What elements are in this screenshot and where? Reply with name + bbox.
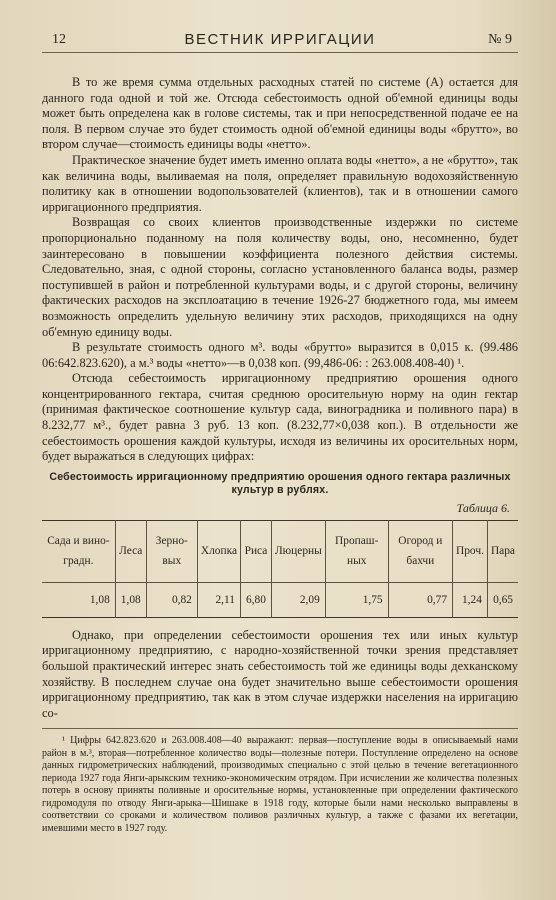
column-header: Проч. <box>453 520 488 582</box>
footnote: ¹ Цифры 642.823.620 и 263.008.408—40 выражают: первая—поступление воды в описываемый нами район в м.³, вторая—потребленное количество воды—полезные потери. Поступление определено на основе данных гидрометрических наблюдений, производимых специально с этой целью в течение вегетационного периода 1927 года Янги-арыкским технико-экономическим отрядом. При исчислении же количества полезных потерь в основу приняты поливные и оросительные нормы, установленные при определении фактического гидромодуля по отводу Янги-арыка—Шишаке в 1918 году, которые были нами несколько выправлены в соответствии со сроками и количеством поливов различных культур, а также с фазами их вегетации, имевшими место в 1927 году. <box>42 728 518 835</box>
paragraph: В результате стоимость одного м³. воды «брутто» выразится в 0,015 к. (99.486 06:642.823.620), а м.³ воды «нетто»—в 0,038 коп. (99,486-06: : 263.008.408-40) ¹. <box>42 340 518 370</box>
table-row <box>42 582 518 617</box>
column-header: Пара <box>487 520 518 582</box>
table-header-row <box>42 520 518 582</box>
table-caption-line: культур в рублях. <box>231 484 329 497</box>
table-cell: 1,75 <box>325 582 388 617</box>
column-header: Сада и вино- градн. <box>42 520 115 582</box>
page-number: 12 <box>52 32 66 47</box>
column-header: Леса <box>115 520 146 582</box>
table-caption-line: Себестоимость ирригационному предприятию орошения одного гектара различных <box>49 470 511 483</box>
paragraph: Возвращая со своих клиентов производственные издержки по системе пропорционально поданному на поля количеству воды, оно, несомненно, будет заинтересовано в повышении коэффициента полезного действия системы. Следовательно, зная, с одной стороны, согласно установленного баланса воды, размер поступившей в район и потребленной культурами воды, и с другой стороны, величину фактических расходов на эксплоатацию в течение 1926-27 бюджетного года, мы имеем возможность определить удельную величину этих расходов, приходящихся на одну об'емную единицу воды. <box>42 215 518 339</box>
cost-table <box>42 520 518 618</box>
column-header: Зерно- вых <box>146 520 197 582</box>
table-cell: 2,09 <box>271 582 325 617</box>
table-cell: 1,08 <box>115 582 146 617</box>
column-header: Огород и бахчи <box>388 520 452 582</box>
table-caption <box>42 471 518 498</box>
issue-number: № 9 <box>488 32 512 47</box>
table-cell: 6,80 <box>241 582 272 617</box>
table-cell: 1,24 <box>453 582 488 617</box>
paragraph: Практическое значение будет иметь именно оплата воды «нетто», а не «брутто», так как величина воды, выливаемая на поля, определяет правильную водохозяйственную политику как в отношении водопользователей (клиентов), так и в отношении самого ирригационного предприятия. <box>42 152 518 214</box>
table-cell: 0,82 <box>146 582 197 617</box>
table-label: Таблица 6. <box>456 500 510 515</box>
paragraph: Однако, при определении себестоимости орошения тех или иных культур ирригационному предприятию, с народно-хозяйственной точки зрения представляет большой практический интерес знать себестоимость той же единицы воды дехканскому хозяйству. В последнем случае она будет значительно выше себестоимости орошения ирригационному предприятию, так как в этом случае издержки населения на ирригацию со- <box>42 627 518 720</box>
table-cell: 2,11 <box>197 582 240 617</box>
paragraph: Отсюда себестоимость ирригационному предприятию орошения одного концентрированного гектара, считая среднюю оросительную норму на один гектар (принимая фактическое соотношение культур сада, виноградника и поливного пара) в 8.232,77 м³., будет равна 3 руб. 13 коп. (8.232,77×0,038 коп.). В отдельности же себестоимость орошения каждой культуры, исходя из величины их оросительных норм, будет выражаться в следующих цифрах: <box>42 371 518 464</box>
table-cell: 0,65 <box>493 593 513 606</box>
table-cell: 0,77 <box>388 582 452 617</box>
column-header: Хлопка <box>197 520 240 582</box>
journal-title: ВЕСТНИК ИРРИГАЦИИ <box>184 31 376 48</box>
table-cell: 1,08 <box>42 582 115 617</box>
running-header <box>42 30 518 53</box>
column-header: Пропаш- ных <box>325 520 388 582</box>
paragraph: В то же время сумма отдельных расходных статей по системе (А) остается для данного года одной и той же. Отсюда себестоимость одной об'емной единицы воды может быть определена как в голове системы, так и при непосредственной подаче ее на поля. В первом случае это будет стоимость одной об'емной единицы воды «брутто», во втором случае—стоимость единицы воды «нетто». <box>42 75 518 152</box>
column-header: Люцерны <box>271 520 325 582</box>
column-header: Риса <box>241 520 272 582</box>
